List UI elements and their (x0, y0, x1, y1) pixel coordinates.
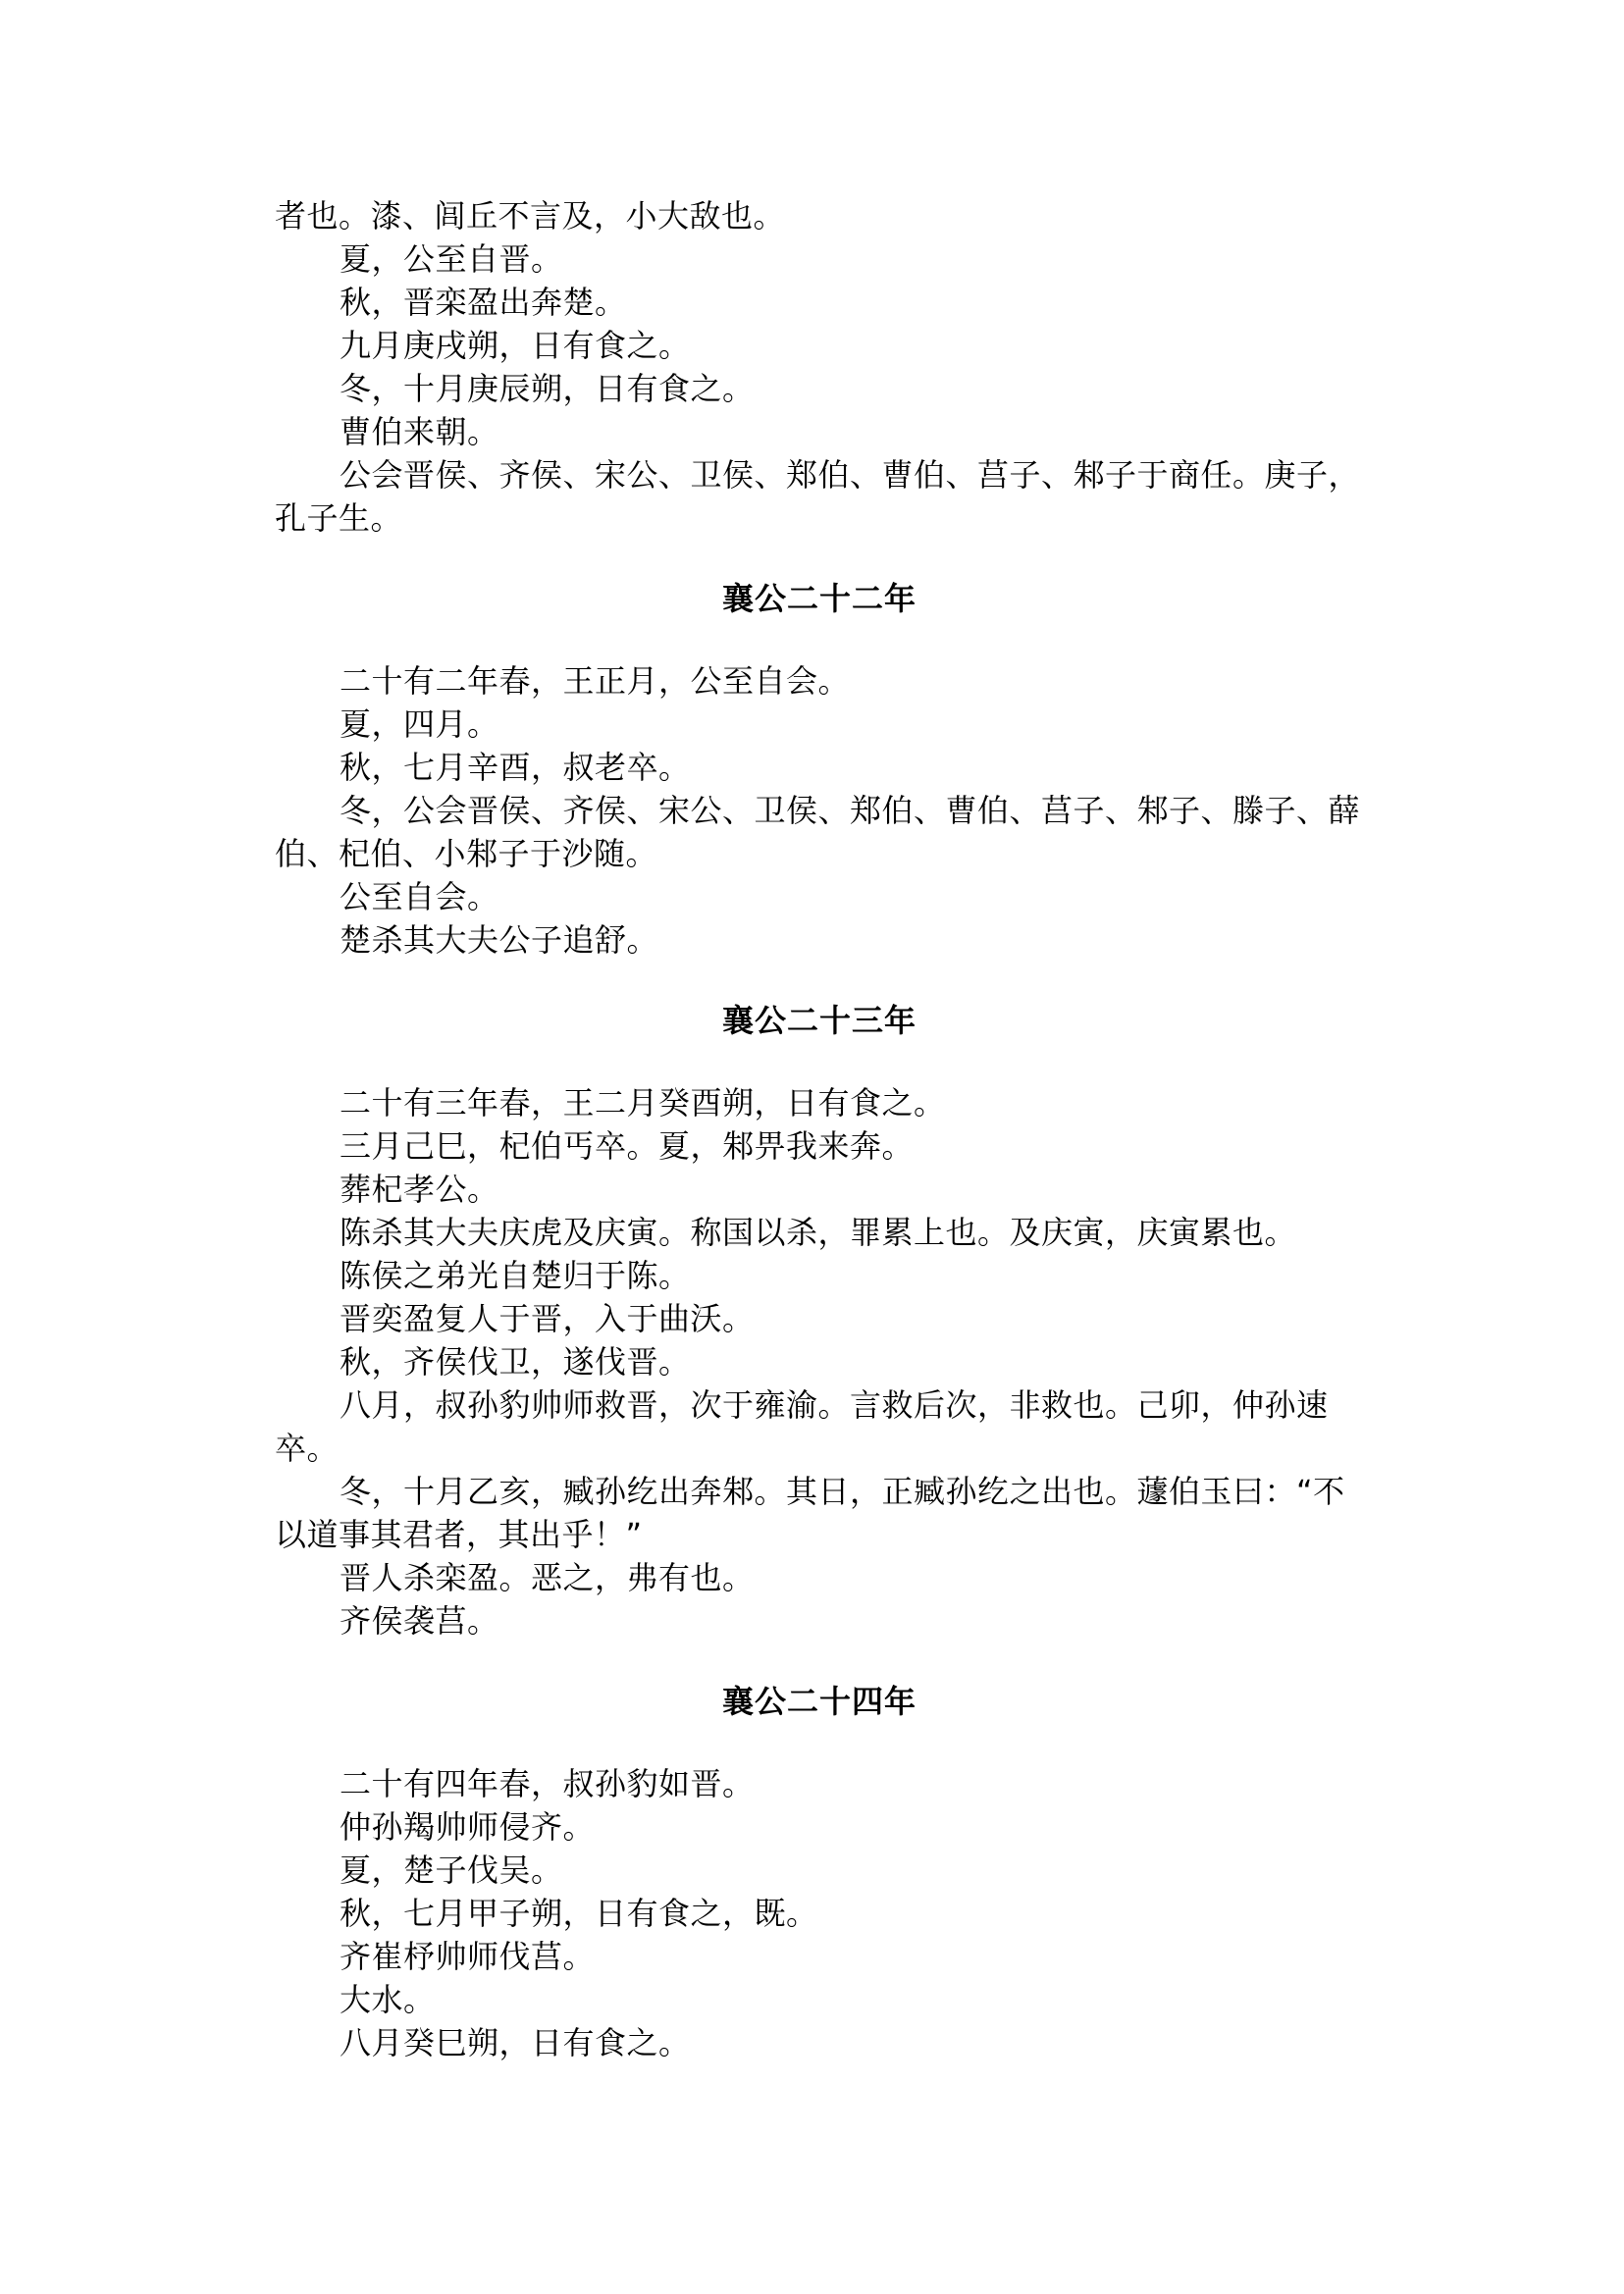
paragraph: 齐崔杼帅师伐莒。 (340, 1938, 596, 1975)
paragraph: 二十有二年春，王正月，公至自会。 (340, 662, 851, 700)
section-continuation (275, 194, 1364, 540)
paragraph: 夏，四月。 (340, 705, 499, 743)
paragraph: 陈杀其大夫庆虎及庆寅。称国以杀，罪累上也。及庆寅，庆寅累也。 (340, 1214, 1297, 1251)
paragraph: 夏，楚子伐吴。 (340, 1851, 563, 1889)
paragraph: 秋，七月甲子朔，日有食之，既。 (340, 1895, 818, 1932)
paragraph: 曹伯来朝。 (340, 413, 499, 450)
paragraph: 者也。漆、闾丘不言及，小大敌也。 (275, 197, 786, 235)
paragraph: 公至自会。 (340, 878, 499, 915)
paragraph: 楚杀其大夫公子追舒。 (340, 921, 659, 959)
paragraph: 八月癸巳朔，日有食之。 (340, 2024, 691, 2061)
paragraph: 仲孙羯帅师侵齐。 (340, 1808, 596, 1846)
paragraph: 陈侯之弟光自楚归于陈。 (340, 1257, 691, 1294)
paragraph: 公会晋侯、齐侯、宋公、卫侯、郑伯、曹伯、莒子、邾子于商任。庚子，孔子生。 (275, 456, 1361, 537)
paragraph: 秋，七月辛酉，叔老卒。 (340, 749, 691, 786)
paragraph: 晋奕盈复人于晋，入于曲沃。 (340, 1300, 755, 1337)
paragraph: 冬，公会晋侯、齐侯、宋公、卫侯、郑伯、曹伯、莒子、邾子、滕子、薛伯、杞伯、小邾子于沙随。 (275, 792, 1361, 872)
paragraph: 二十有四年春，叔孙豹如晋。 (340, 1765, 755, 1802)
paragraph: 冬，十月庚辰朔，日有食之。 (340, 370, 755, 407)
paragraph: 冬，十月乙亥，臧孙纥出奔邾。其日，正臧孙纥之出也。蘧伯玉曰：“不以道事其君者，其出乎！” (275, 1473, 1345, 1553)
paragraph: 秋，齐侯伐卫，遂伐晋。 (340, 1343, 691, 1381)
paragraph: 二十有三年春，王二月癸酉朔，日有食之。 (340, 1084, 946, 1121)
paragraph: 葬杞孝公。 (340, 1171, 499, 1208)
paragraph: 九月庚戌朔，日有食之。 (340, 327, 691, 364)
paragraph: 大水。 (340, 1981, 436, 2018)
paragraph: 八月，叔孙豹帅师救晋，次于雍渝。言救后次，非救也。己卯，仲孙速卒。 (275, 1386, 1329, 1467)
paragraph: 齐侯袭莒。 (340, 1602, 499, 1640)
section-xianggong-22 (275, 577, 1364, 962)
section-heading: 襄公二十四年 (721, 1683, 917, 1720)
paragraph: 夏，公至自晋。 (340, 240, 563, 278)
paragraph: 三月己巳，杞伯丐卒。夏，邾畀我来奔。 (340, 1127, 915, 1165)
section-heading: 襄公二十二年 (721, 580, 917, 617)
document-page (275, 194, 1364, 2064)
section-heading: 襄公二十三年 (721, 1002, 917, 1039)
paragraph: 晋人杀栾盈。恶之，弗有也。 (340, 1559, 755, 1596)
section-xianggong-23 (275, 999, 1364, 1642)
paragraph: 秋，晋栾盈出奔楚。 (340, 284, 627, 321)
section-xianggong-24 (275, 1680, 1364, 2064)
